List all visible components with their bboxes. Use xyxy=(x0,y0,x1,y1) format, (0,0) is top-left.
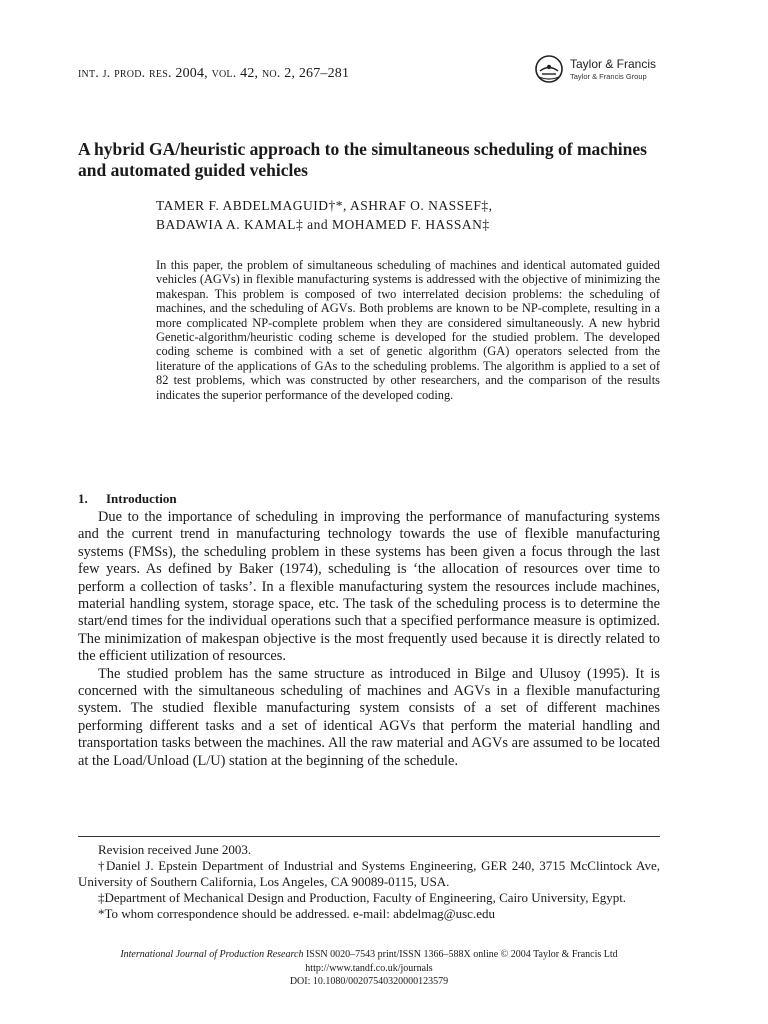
publisher-group: Taylor & Francis Group xyxy=(570,72,647,81)
journal-footer xyxy=(78,948,660,989)
journal-year: 2004, xyxy=(175,66,208,81)
footnote-correspondence: *To whom correspondence should be addressed. e-mail: abdelmag@usc.edu xyxy=(98,906,495,921)
number-label: no. xyxy=(261,66,281,81)
article-title: A hybrid GA/heuristic approach to the simultaneous scheduling of machines and automated guided vehicles xyxy=(78,139,647,180)
footnote-affiliation-1: †Daniel J. Epstein Department of Industrial and Systems Engineering, GER 240, 3715 McClintock Ave, University of Southern California, Los Angeles, CA 90089-0115, USA. xyxy=(78,858,660,889)
author-list xyxy=(156,196,596,234)
journal-volume: 42, xyxy=(240,66,259,81)
journal-citation-header xyxy=(78,66,349,82)
footnote-revision: Revision received June 2003. xyxy=(98,842,252,857)
abstract: In this paper, the problem of simultaneous scheduling of machines and identical automated guided vehicles (AGVs) in flexible manufacturing systems is addressed with the objective of minimizing the makespan. This problem is composed of two interrelated decision problems: the scheduling of machines, and the scheduling of AGVs. Both problems are known to be NP-complete, resulting in a more complicated NP-complete problem when they are considered simultaneously. A new hybrid Genetic-algorithm/heuristic coding scheme is developed for the studied problem. The developed coding scheme is combined with a set of genetic algorithm (GA) operators selected from the literature of the applications of GAs to the scheduling problems. The algorithm is applied to a set of 82 test problems, which was constructed by other researchers, and the comparison of the results indicates the superior performance of the developed coding. xyxy=(156,258,660,402)
journal-issn: ISSN 0020–7543 print/ISSN 1366–588X online © 2004 Taylor & Francis Ltd xyxy=(305,949,618,960)
section-number: 1. xyxy=(78,491,88,506)
journal-footer-line xyxy=(78,948,660,962)
journal-pages: 267–281 xyxy=(298,66,350,81)
author-line-2: BADAWIA A. KAMAL‡ and MOHAMED F. HASSAN‡ xyxy=(156,217,490,232)
volume-label: vol. xyxy=(211,66,237,81)
journal-url: http://www.tandf.co.uk/journals xyxy=(305,962,433,974)
author-line-1: TAMER F. ABDELMAGUID†*, ASHRAF O. NASSEF‡, xyxy=(156,198,493,213)
section-body xyxy=(78,509,660,770)
journal-name: International Journal of Production Research xyxy=(120,949,304,960)
footnote-divider xyxy=(78,836,660,837)
journal-number: 2, xyxy=(284,66,296,81)
section-heading xyxy=(78,491,177,507)
body-paragraph: Due to the importance of scheduling in improving the performance of manufacturing systems and the current trend in manufacturing technology towards the use of flexible manufacturing systems (FMSs), the scheduling problem in these systems has been given a focus through the last few years. As defined by Baker (1974), scheduling is ‘the allocation of resources over time to perform a collection of tasks’. In a flexible manufacturing system the resources include machines, material handling system, storage space, etc. The task of the scheduling process is to determine the start/end times for the individual operations such that a specified performance measure is optimized. The minimization of makespan objective is the most frequently used because it is directly related to the efficient utilization of resources. xyxy=(78,509,660,665)
publisher-logo xyxy=(534,54,664,86)
body-paragraph: The studied problem has the same structure as introduced in Bilge and Ulusoy (1995). It is concerned with the simultaneous scheduling of machines and AGVs in a flexible manufacturing system. The studied flexible manufacturing system consists of a set of different machines performing different tasks and a set of identical AGVs that perform the material handling and transportation tasks between the machines. All the raw material and AGVs are assumed to be located at the Load/Unload (L/U) station at the beginning of the schedule. xyxy=(78,665,660,769)
journal-doi: DOI: 10.1080/00207540320000123579 xyxy=(289,976,449,987)
journal-abbrev: int. j. prod. res. xyxy=(78,66,172,81)
publisher-logo-icon xyxy=(534,54,564,84)
publisher-name: Taylor & Francis xyxy=(570,57,657,71)
footnotes xyxy=(78,842,660,922)
footnote-affiliation-2: ‡Department of Mechanical Design and Production, Faculty of Engineering, Cairo University, Egypt. xyxy=(98,890,627,905)
section-title: Introduction xyxy=(106,491,177,506)
